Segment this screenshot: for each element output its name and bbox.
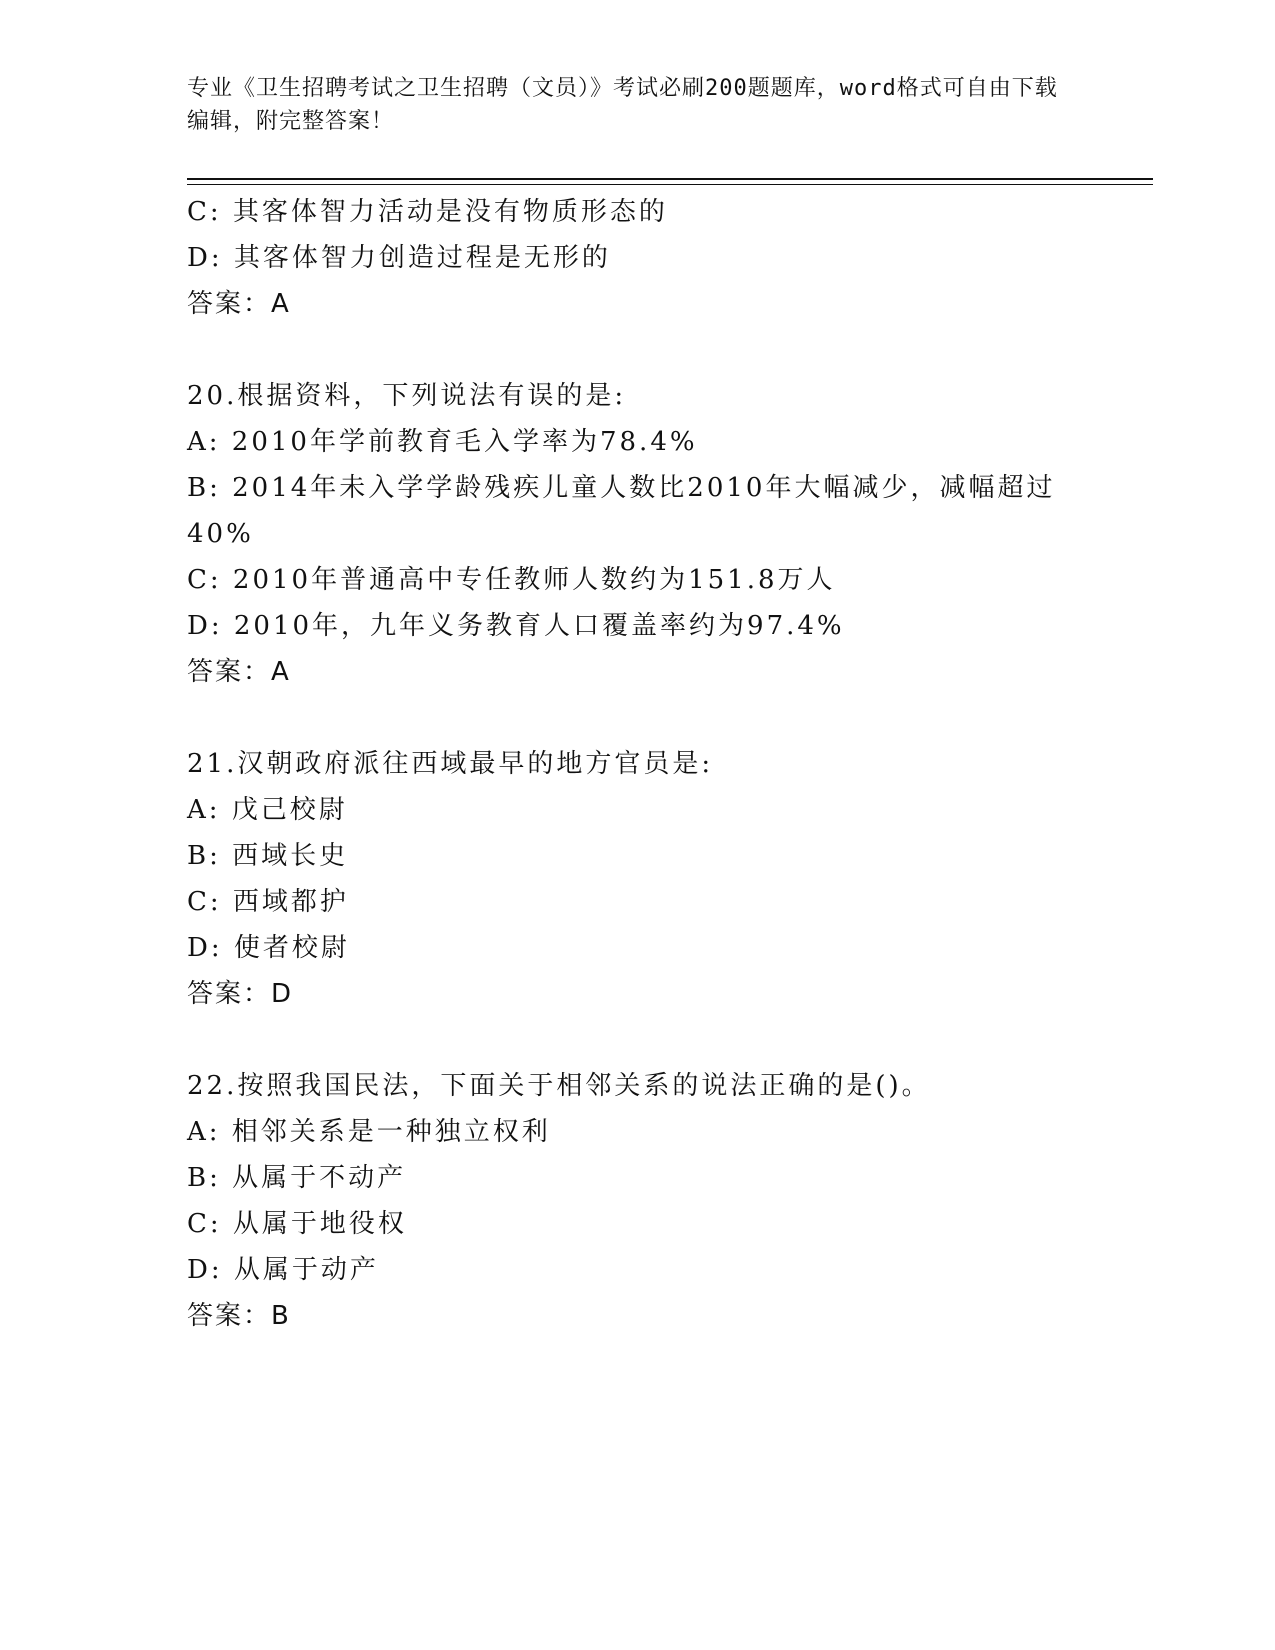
option-b: B: 西域长史 (187, 841, 349, 871)
question-block-20 (187, 373, 1087, 695)
option-d: D: 其客体智力创造过程是无形的 (187, 243, 611, 273)
spacer (187, 327, 1087, 373)
option-c: C: 其客体智力活动是没有物质形态的 (187, 197, 668, 227)
option-d: D: 从属于动产 (187, 1255, 379, 1285)
question-block-21 (187, 741, 1087, 1017)
document-header: 专业《卫生招聘考试之卫生招聘（文员）》考试必刷200题题库，word格式可自由下载编辑，附完整答案！ (187, 76, 1058, 134)
option-d: D: 使者校尉 (187, 933, 350, 963)
option-c: C: 从属于地役权 (187, 1209, 407, 1239)
header-divider-thick (187, 178, 1153, 180)
option-b: B: 从属于不动产 (187, 1163, 407, 1193)
option-c: C: 2010年普通高中专任教师人数约为151.8万人 (187, 565, 836, 595)
answer-label: 答案：B (187, 1301, 291, 1331)
option-d: D: 2010年，九年义务教育人口覆盖率约为97.4% (187, 611, 845, 641)
option-a: A: 戊己校尉 (187, 795, 348, 825)
question-list (187, 189, 1087, 1339)
question-text: 20.根据资料，下列说法有误的是: (187, 381, 627, 411)
spacer (187, 1017, 1087, 1063)
option-b-continuation: 40% (187, 519, 254, 549)
answer-label: 答案：D (187, 979, 294, 1009)
option-a: A: 2010年学前教育毛入学率为78.4% (187, 427, 698, 457)
answer-label: 答案：A (187, 289, 291, 319)
spacer (187, 695, 1087, 741)
question-block-19 (187, 189, 1087, 327)
question-block-22 (187, 1063, 1087, 1339)
option-c: C: 西域都护 (187, 887, 349, 917)
question-text: 22.按照我国民法，下面关于相邻关系的说法正确的是()。 (187, 1071, 931, 1101)
option-a: A: 相邻关系是一种独立权利 (187, 1117, 551, 1147)
header-divider-thin (187, 184, 1153, 185)
option-b: B: 2014年未入学学龄残疾儿童人数比2010年大幅减少，减幅超过 (187, 473, 1056, 503)
answer-label: 答案：A (187, 657, 291, 687)
question-text: 21.汉朝政府派往西域最早的地方官员是: (187, 749, 714, 779)
